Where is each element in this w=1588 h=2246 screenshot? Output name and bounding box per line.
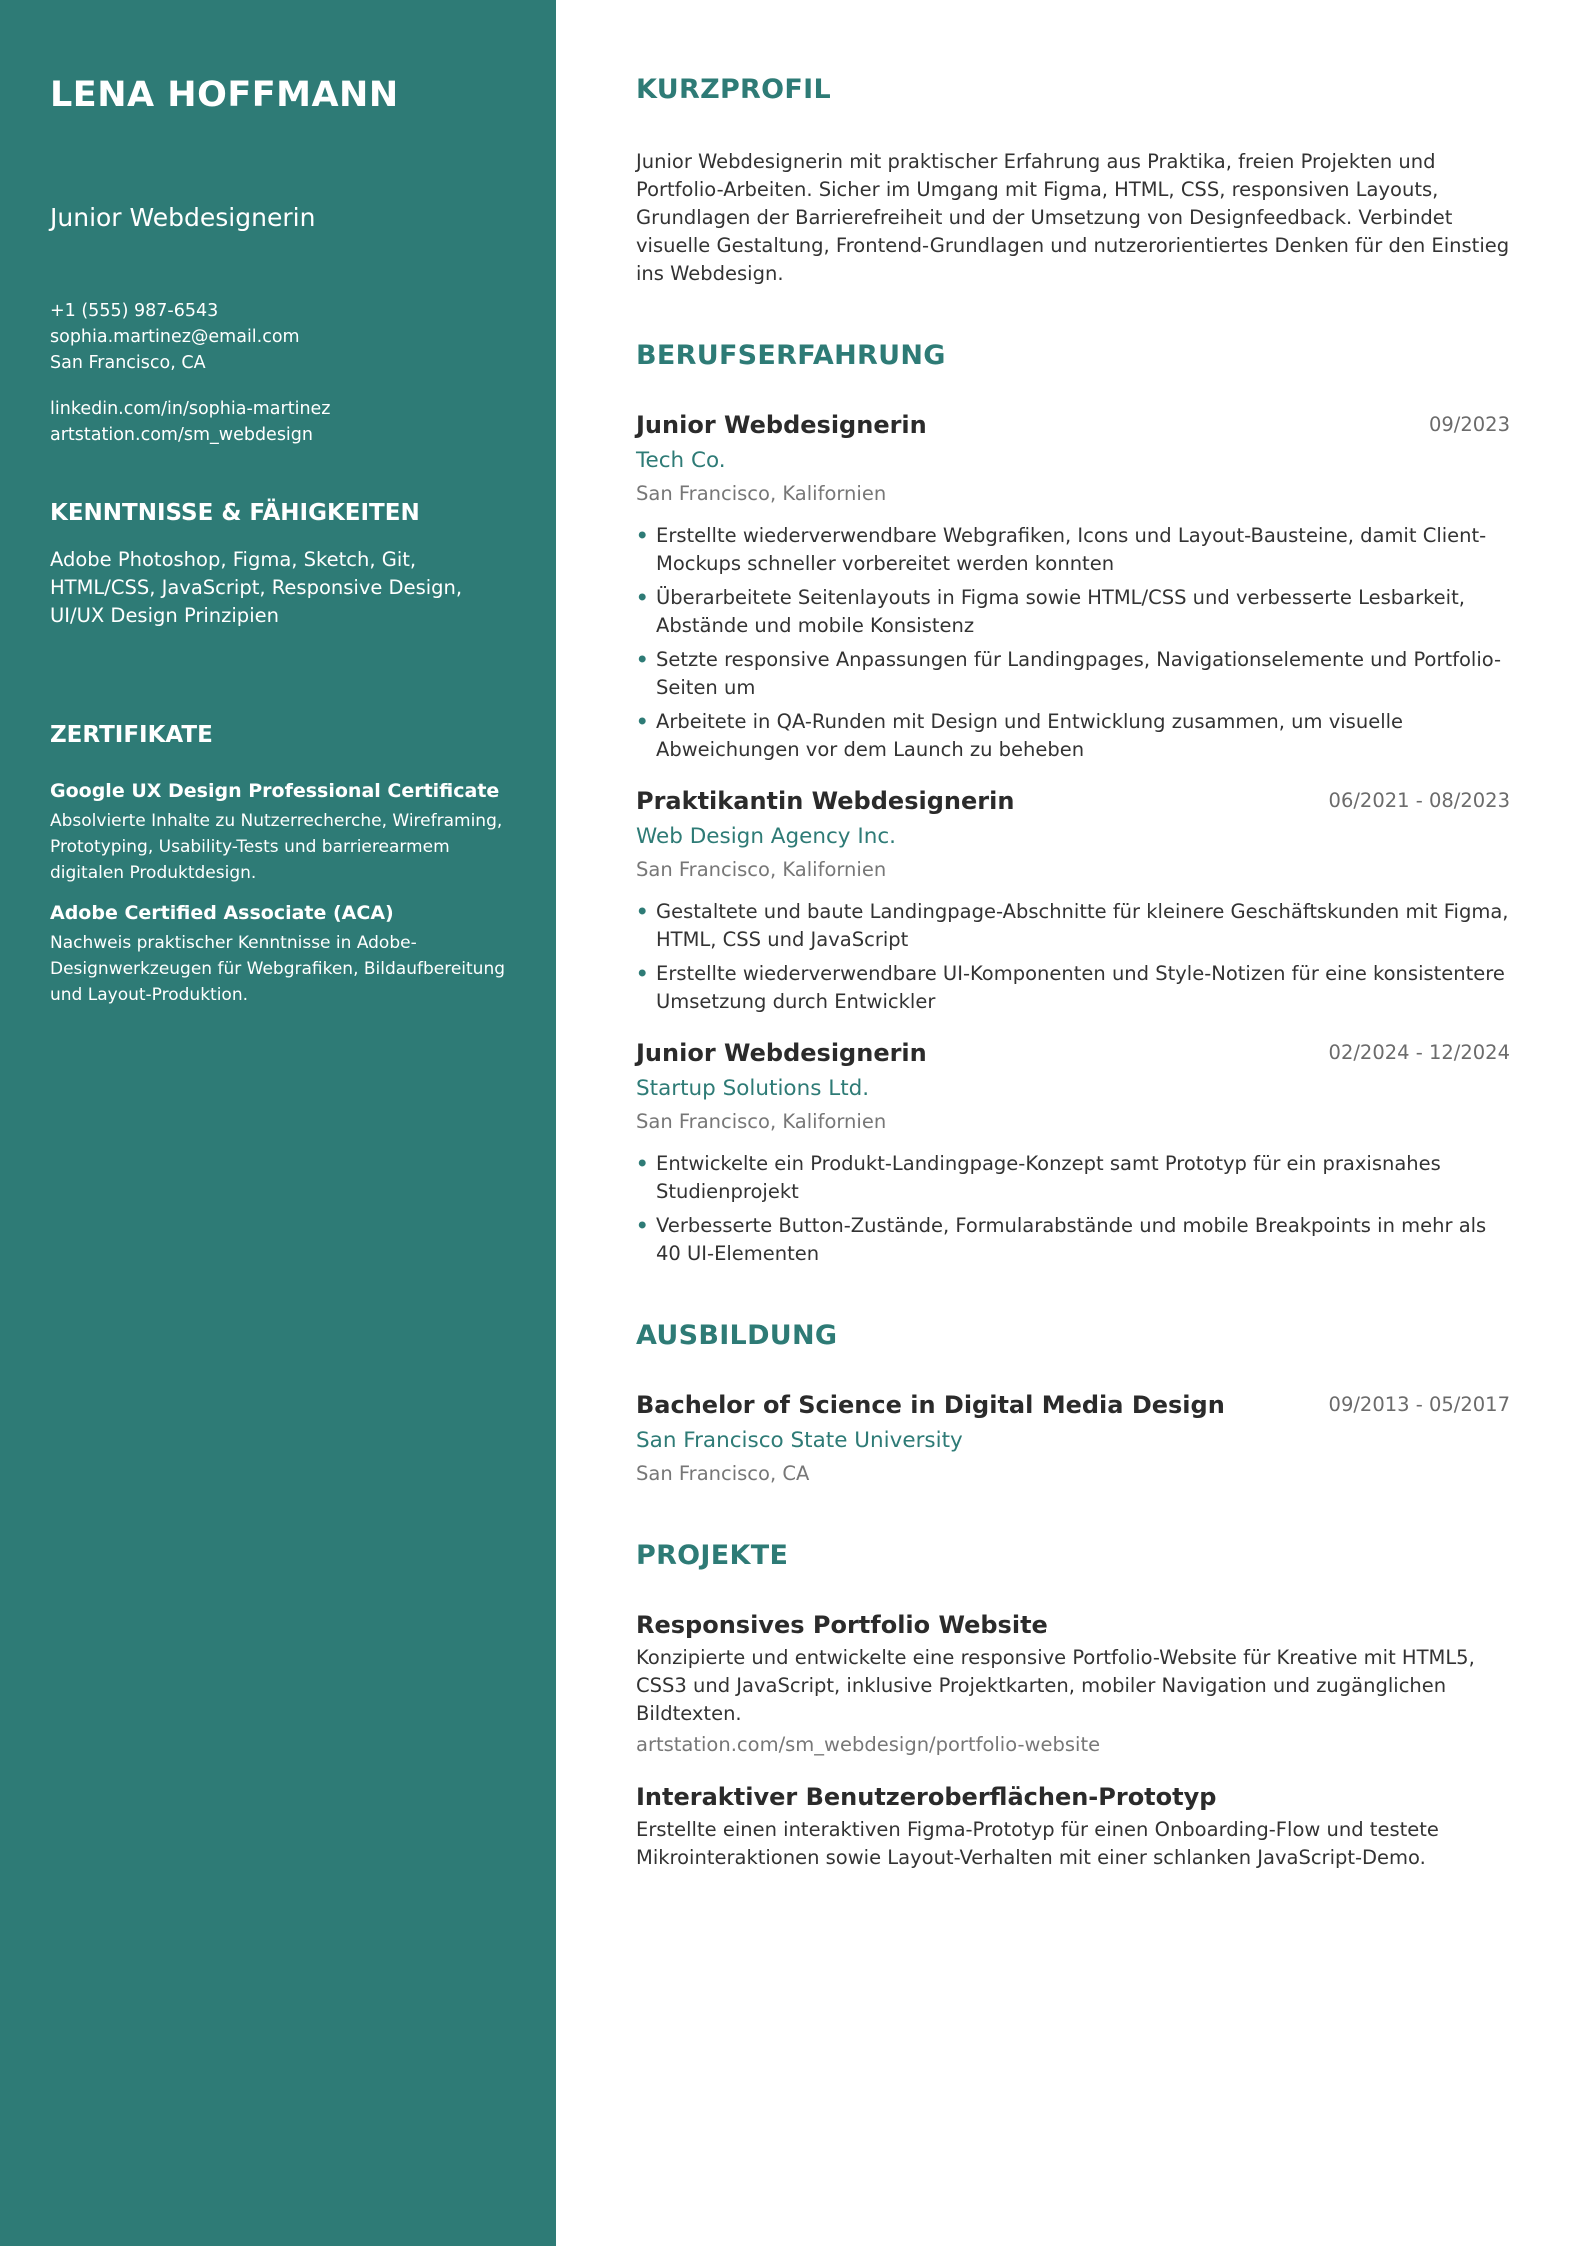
- phone: +1 (555) 987-6543: [50, 301, 219, 321]
- education-entry: [636, 1388, 1510, 1488]
- location: San Francisco, CA: [50, 353, 206, 373]
- list-item: [636, 708, 1510, 764]
- job-location: San Francisco, Kalifornien: [636, 1110, 887, 1133]
- certificate-title: Adobe Certified Associate (ACA): [50, 902, 394, 924]
- skills-text: Adobe Photoshop, Figma, Sketch, Git, HTML/CSS, JavaScript, Responsive Design, UI/UX Design Prinzipien: [50, 548, 463, 627]
- bullet-icon: •: [636, 1152, 649, 1175]
- certificate-item: [50, 778, 506, 886]
- bullet-icon: •: [636, 1214, 649, 1237]
- job-location: San Francisco, Kalifornien: [636, 482, 887, 505]
- artstation-link[interactable]: artstation.com/sm_webdesign: [50, 425, 313, 445]
- certificates-heading: ZERTIFIKATE: [50, 722, 213, 748]
- school-location: San Francisco, CA: [636, 1462, 810, 1485]
- bullet-text: Arbeitete in QA-Runden mit Design und Entwicklung zusammen, um visuelle Abweichungen vor dem Launch zu beheben: [656, 710, 1404, 761]
- projects-heading: PROJEKTE: [636, 1540, 789, 1571]
- degree-title: Bachelor of Science in Digital Media Design: [636, 1391, 1225, 1419]
- education-section: [636, 1316, 1510, 1488]
- certificate-item: [50, 900, 506, 1008]
- project-title: Interaktiver Benutzeroberflächen-Prototyp: [636, 1783, 1217, 1811]
- summary-text: Junior Webdesignerin mit praktischer Erfahrung aus Praktika, freien Projekten und Portfolio-Arbeiten. Sicher im Umgang mit Figma, HTML, CSS, responsiven Layouts, Grundlagen der Barrierefreiheit und der Umsetzung von Designfeedback. Verbindet visuelle Gestaltung, Frontend-Grundlagen und nutzerorientiertes Denken für den Einstieg ins Webdesign.: [636, 150, 1510, 285]
- summary-heading: KURZPROFIL: [636, 74, 831, 105]
- sidebar: [0, 0, 556, 2246]
- bullet-icon: •: [636, 648, 649, 671]
- job-bullets: [636, 898, 1510, 1016]
- job-bullets: [636, 1150, 1510, 1268]
- bullet-text: Erstellte wiederverwendbare UI-Komponenten und Style-Notizen für eine konsistentere Umsetzung durch Entwickler: [656, 962, 1505, 1013]
- candidate-name: LENA HOFFMANN: [50, 75, 399, 115]
- list-item: [636, 646, 1510, 702]
- summary-section: [636, 70, 1510, 288]
- bullet-icon: •: [636, 900, 649, 923]
- bullet-text: Gestaltete und baute Landingpage-Abschnitte für kleinere Geschäftskunden mit Figma, HTML, CSS und JavaScript: [656, 900, 1509, 951]
- skills-heading: KENNTNISSE & FÄHIGKEITEN: [50, 500, 420, 526]
- list-item: [636, 898, 1510, 954]
- project-link[interactable]: artstation.com/sm_webdesign/portfolio-website: [636, 1733, 1101, 1756]
- job-title: Junior Webdesignerin: [636, 1039, 927, 1067]
- project-title: Responsives Portfolio Website: [636, 1611, 1048, 1639]
- profile-links: [50, 396, 506, 448]
- bullet-icon: •: [636, 524, 649, 547]
- experience-entry: [636, 1036, 1510, 1268]
- bullet-text: Verbesserte Button-Zustände, Formularabstände und mobile Breakpoints in mehr als 40 UI-Elementen: [656, 1214, 1487, 1265]
- job-date: 06/2021 - 08/2023: [1328, 789, 1510, 812]
- experience-section: [636, 336, 1510, 1268]
- bullet-icon: •: [636, 586, 649, 609]
- email[interactable]: sophia.martinez@email.com: [50, 327, 300, 347]
- job-bullets: [636, 522, 1510, 764]
- company-name: Startup Solutions Ltd.: [636, 1076, 870, 1101]
- projects-section: [636, 1536, 1510, 1872]
- main-content: [636, 70, 1510, 1872]
- bullet-text: Erstellte wiederverwendbare Webgrafiken, Icons und Layout-Bausteine, damit Client-Mockups schneller vorbereitet werden konnten: [656, 524, 1487, 575]
- list-item: [636, 1150, 1510, 1206]
- certificate-title: Google UX Design Professional Certificate: [50, 780, 500, 802]
- experience-entry: [636, 408, 1510, 764]
- certificate-description: Absolvierte Inhalte zu Nutzerrecherche, Wireframing, Prototyping, Usability-Tests und barrierearmem digitalen Produktdesign.: [50, 811, 503, 883]
- job-title: Praktikantin Webdesignerin: [636, 787, 1015, 815]
- school-name: San Francisco State University: [636, 1428, 963, 1453]
- list-item: [636, 1212, 1510, 1268]
- project-description: Konzipierte und entwickelte eine responsive Portfolio-Website für Kreative mit HTML5, CSS3 und JavaScript, inklusive Projektkarten, mobiler Navigation und zugänglichen Bildtexten.: [636, 1646, 1475, 1725]
- education-heading: AUSBILDUNG: [636, 1320, 838, 1351]
- bullet-icon: •: [636, 710, 649, 733]
- job-location: San Francisco, Kalifornien: [636, 858, 887, 881]
- project-entry: [636, 1780, 1510, 1872]
- list-item: [636, 522, 1510, 578]
- bullet-icon: •: [636, 962, 649, 985]
- certificate-description: Nachweis praktischer Kenntnisse in Adobe-Designwerkzeugen für Webgrafiken, Bildaufbereitung und Layout-Produktion.: [50, 933, 506, 1005]
- bullet-text: Überarbeitete Seitenlayouts in Figma sowie HTML/CSS und verbesserte Lesbarkeit, Abstände und mobile Konsistenz: [656, 586, 1465, 637]
- experience-entry: [636, 784, 1510, 1016]
- list-item: [636, 584, 1510, 640]
- company-name: Tech Co.: [636, 448, 726, 473]
- project-description: Erstellte einen interaktiven Figma-Prototyp für einen Onboarding-Flow und testete Mikrointeraktionen sowie Layout-Verhalten mit einer schlanken JavaScript-Demo.: [636, 1818, 1439, 1869]
- bullet-text: Entwickelte ein Produkt-Landingpage-Konzept samt Prototyp für ein praxisnahes Studienprojekt: [656, 1152, 1441, 1203]
- list-item: [636, 960, 1510, 1016]
- bullet-text: Setzte responsive Anpassungen für Landingpages, Navigationselemente und Portfolio-Seiten um: [656, 648, 1502, 699]
- job-date: 09/2023: [1428, 413, 1510, 436]
- linkedin-link[interactable]: linkedin.com/in/sophia-martinez: [50, 399, 331, 419]
- experience-heading: BERUFSERFAHRUNG: [636, 340, 946, 371]
- company-name: Web Design Agency Inc.: [636, 824, 896, 849]
- contact-block: [50, 298, 506, 376]
- job-title: Junior Webdesignerin: [636, 411, 927, 439]
- candidate-role: Junior Webdesignerin: [50, 203, 316, 232]
- job-date: 02/2024 - 12/2024: [1328, 1041, 1510, 1064]
- education-date: 09/2013 - 05/2017: [1328, 1393, 1510, 1416]
- project-entry: [636, 1608, 1510, 1760]
